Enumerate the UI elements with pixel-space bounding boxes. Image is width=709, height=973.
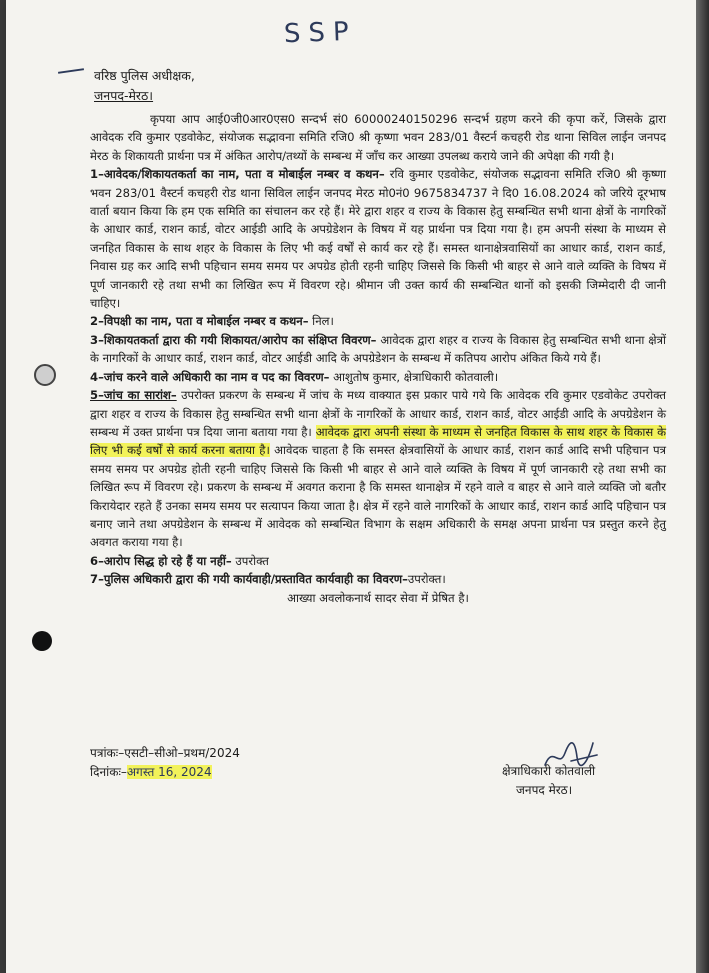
- section-5-heading: 5–जांच का सारांश–: [90, 388, 177, 403]
- section-6-text: उपरोक्त: [231, 553, 269, 568]
- section-2-text: निल।: [308, 314, 334, 329]
- dinank-line: [90, 763, 240, 782]
- section-3: [90, 331, 666, 368]
- dinank-label: दिनांकः–: [90, 765, 127, 779]
- dinank-value: अगस्त 16, 2024: [126, 765, 212, 779]
- section-1-text: रवि कुमार एडवोकेट, संयोजक सद्भावना समिति रजि0 श्री कृष्णा भवन 283/01 वैस्टर्न कचहरी रोड थाना सिविल लाईन जनपद मेरठ मो0नं0 9675834737 ने दि0 16.08.2024 को जरिये दूरभाष वार्ता बयान किया कि हम एक समिति का संचालन कर रहे हैं। मेरे द्वारा शहर व राज्य के विकास हेतु सम्बन्धित सभी थाना क्षेत्रों के नागरिकों के आधार कार्ड, राशन कार्ड, वोटर आईडी आदि के अपग्रेडेशन के विषय में यह प्रार्थना पत्र दिया गया है। हम अपनी संस्था के माध्यम से जनहित विकास के साथ शहर के विकास के लिए भी कई वर्षों से कार्य कर रहे हैं। समस्त थानाक्षेत्रवासियों का आधार कार्ड, राशन कार्ड, निवास ग्रह कर आदि सभी पहिचान समय समय पर अपग्रेड होती रहनी चाहिए जिससे कि किसी भी बाहर से आने वाले व्यक्ति के विषय में पूर्ण जानकारी रहे तथा सभी का लिखित रूप में विवरण रहे। श्रीमान जी उक्त कार्य की सम्बन्धित थानों को इसकी जिम्मेदारी दी जानी चाहिए।: [90, 167, 666, 311]
- signatory-title: क्षेत्राधिकारी कोतवाली: [502, 764, 596, 778]
- letter-body: [90, 110, 666, 607]
- document-page: [6, 0, 696, 973]
- handwritten-ssp-note: SSP: [283, 16, 358, 50]
- section-4-heading: 4–जांच करने वाले अधिकारी का नाम व पद का विवरण–: [90, 369, 330, 384]
- signatory-district: जनपद मेरठ।: [516, 783, 573, 797]
- addressee-line-1: वरिष्ठ पुलिस अधीक्षक,: [94, 68, 195, 83]
- section-4-text: आशुतोष कुमार, क्षेत्राधिकारी कोतवाली।: [329, 369, 499, 384]
- section-1-heading: 1–आवेदक/शिकायतकर्ता का नाम, पता व मोबाईल नम्बर व कथन–: [90, 167, 385, 182]
- section-5: [90, 386, 666, 552]
- section-5-highlighted-text: आवेदक द्वारा अपनी संस्था के माध्यम से जनहित विकास के साथ शहर के विकास के लिए भी कई वर्षों से कार्य करना बताया है।: [90, 424, 666, 458]
- section-7-text: उपरोक्त।: [407, 572, 446, 587]
- intro-paragraph: कृपया आप आई0जी0आर0एस0 सन्दर्भ सं0 60000240150296 सन्दर्भ ग्रहण करने की कृपा करें, जिसके द्वारा आवेदक रवि कुमार एडवोकेट, संयोजक सद्भावना समिति रजि0 श्री कृष्णा भवन 283/01 वैस्टर्न कचहरी रोड थाना सिविल लाईन जनपद मेरठ के शिकायती प्रार्थना पत्र में अंकित आरोप/तथ्यों के सम्बन्ध में जाँच कर आख्या उपलब्ध कराये जाने की अपेक्षा की गयी है।: [90, 112, 666, 163]
- section-2: [90, 312, 666, 330]
- pen-dash-mark: [58, 68, 84, 74]
- punch-hole-bottom: [32, 631, 52, 651]
- addressee-line-2: जनपद-मेरठ।: [94, 88, 154, 103]
- section-3-text: आवेदक द्वारा शहर व राज्य के विकास हेतु सम्बन्धित सभी थाना क्षेत्रों के नागरिकों के आधार कार्ड, राशन कार्ड, वोटर आईडी आदि के अपग्रेडेशन के सम्बन्ध में कतिपय आरोप अंकित किये गये हैं।: [90, 332, 667, 366]
- section-7: [90, 570, 666, 588]
- section-6-heading: 6–आरोप सिद्ध हो रहे हैं या नहीं–: [90, 553, 232, 568]
- section-7-heading: 7–पुलिस अधिकारी द्वारा की गयी कार्यवाही/प्रस्तावित कार्यवाही का विवरण–: [90, 572, 408, 587]
- closing-line: आख्या अवलोकनार्थ सादर सेवा में प्रेषित है।: [287, 590, 469, 605]
- section-4: [90, 368, 666, 386]
- background-edge: [696, 0, 709, 973]
- section-2-heading: 2–विपक्षी का नाम, पता व मोबाईल नम्बर व कथन–: [90, 314, 309, 329]
- section-6: [90, 552, 666, 570]
- addressee-block: [94, 66, 195, 106]
- section-3-heading: 3–शिकायतकर्ता द्वारा की गयी शिकायत/आरोप का संक्षिप्त विवरण–: [90, 332, 377, 347]
- punch-hole-top: [34, 364, 56, 386]
- section-5-text-b: आवेदक चाहता है कि समस्त क्षेत्रवासियों के आधार कार्ड, राशन कार्ड आदि सभी पहिचान पत्र समय समय पर अपग्रेड होती रहनी चाहिए जिससे कि किसी भी बाहर से आने वाले व्यक्ति के विषय में पूर्ण जानकारी रहे तथा सभी का लिखित रूप में विवरण रहे। प्रकरण के सम्बन्ध में अवगत कराना है कि समस्त थानाक्षेत्र में रहने वाले व बाहर से आने वाले व्यक्ति जो बतौर किरायेदार रहते हैं उनका समय समय पर सत्यापन किया जाता है। क्षेत्र में रहने वाले नागरिकों के आधार कार्ड, राशन कार्ड आदि पहिचान पत्र बनाए जाने तथा अपग्रेडेशन के सम्बन्ध में आवेदक को सम्बन्धित विभाग के सक्षम अधिकारी के समक्ष अपना प्रार्थना पत्र प्रस्तुत करने हेतु अवगत कराया गया है।: [90, 443, 667, 550]
- section-5-text-a: उपरोक्त प्रकरण के सम्बन्ध में जांच के मध्य वाक्यात इस प्रकार पाये गये कि आवेदक रवि कुमार एडवोकेट उपरोक्त द्वारा शहर व राज्य के विकास हेतु सम्बन्धित सभी थाना क्षेत्रों के नागरिकों के आधार कार्ड, राशन कार्ड, वोटर आईडी आदि के अपग्रेडेशन के सम्बन्ध में उक्त प्रार्थना पत्र दिया जाना बताया गया है।: [90, 388, 667, 439]
- signatory-block: [502, 762, 595, 800]
- section-1: [90, 165, 666, 312]
- patrank-line: पत्रांकः–एसटी–सीओ–प्रथम/2024: [90, 746, 240, 760]
- reference-block: [90, 744, 240, 782]
